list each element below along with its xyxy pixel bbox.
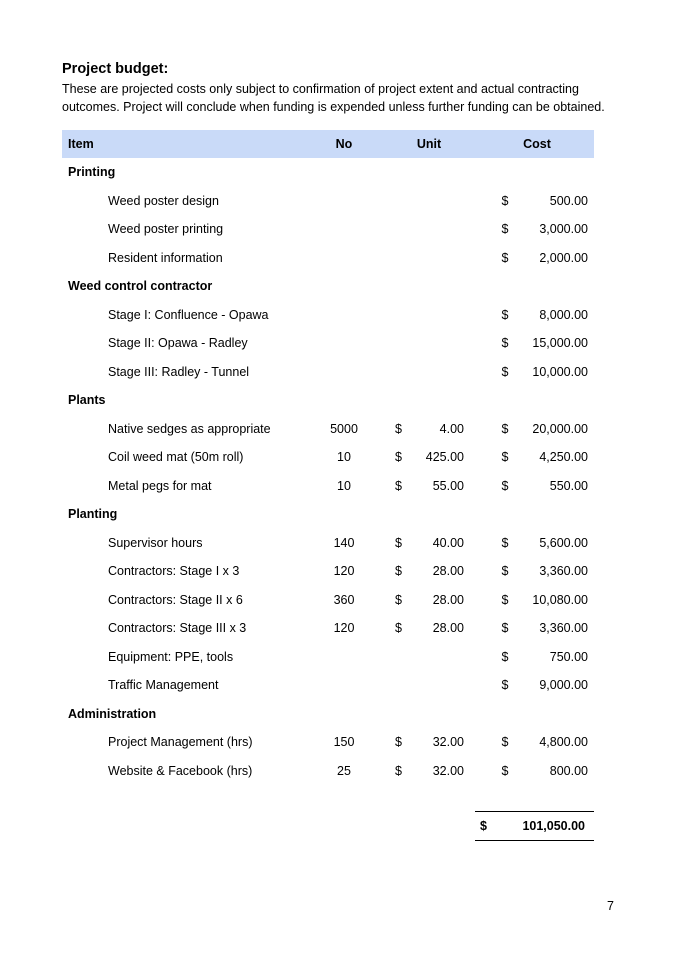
unit-price-cell: 28.00 bbox=[432, 621, 464, 635]
cost-cell: 500.00 bbox=[549, 193, 588, 208]
table-row bbox=[62, 415, 594, 443]
cost-cell: 10,000.00 bbox=[532, 364, 588, 379]
category-label: Printing bbox=[68, 165, 116, 179]
item-label: Stage II: Opawa - Radley bbox=[108, 336, 248, 350]
category-row bbox=[62, 386, 594, 414]
cost-dollar-sign: $ bbox=[501, 336, 509, 350]
table-row bbox=[62, 557, 594, 585]
cost-cell: 15,000.00 bbox=[532, 336, 588, 350]
cost-cell: 4,800.00 bbox=[539, 735, 588, 749]
item-label: Project Management (hrs) bbox=[108, 735, 253, 749]
cost-cell: 3,360.00 bbox=[539, 621, 588, 635]
cost-dollar-sign: $ bbox=[501, 763, 509, 778]
table-row bbox=[62, 728, 594, 756]
quantity-cell: 360 bbox=[333, 592, 355, 607]
cost-dollar-sign: $ bbox=[501, 649, 509, 664]
quantity-cell: 25 bbox=[337, 763, 351, 778]
section-title: Project budget: bbox=[62, 61, 169, 77]
cost-dollar-sign: $ bbox=[501, 564, 509, 578]
quantity-cell: 120 bbox=[333, 564, 355, 578]
unit-dollar-sign: $ bbox=[395, 621, 402, 635]
table-row bbox=[62, 586, 594, 614]
total-dollar-sign: $ bbox=[480, 819, 487, 833]
cost-cell: 8,000.00 bbox=[539, 307, 588, 322]
header-item: Item bbox=[68, 137, 94, 151]
table-row bbox=[62, 187, 594, 215]
quantity-cell: 120 bbox=[333, 621, 355, 635]
item-label: Resident information bbox=[108, 250, 223, 265]
total-value: 101,050.00 bbox=[522, 819, 585, 833]
item-label: Supervisor hours bbox=[108, 535, 203, 550]
quantity-cell: 150 bbox=[333, 735, 355, 749]
cost-cell: 3,000.00 bbox=[539, 222, 588, 236]
unit-price-cell: 32.00 bbox=[432, 735, 464, 749]
cost-cell: 3,360.00 bbox=[539, 564, 588, 578]
unit-price-cell: 425.00 bbox=[425, 450, 464, 464]
item-label: Contractors: Stage II x 6 bbox=[108, 592, 243, 607]
cost-cell: 5,600.00 bbox=[539, 535, 588, 550]
cost-dollar-sign: $ bbox=[501, 535, 509, 550]
header-unit: Unit bbox=[416, 137, 442, 151]
item-label: Stage III: Radley - Tunnel bbox=[108, 364, 250, 379]
table-row bbox=[62, 443, 594, 471]
unit-price-cell: 28.00 bbox=[432, 564, 464, 578]
cost-dollar-sign: $ bbox=[501, 450, 509, 464]
category-row bbox=[62, 500, 594, 528]
cost-dollar-sign: $ bbox=[501, 478, 509, 493]
table-row bbox=[62, 215, 594, 243]
unit-dollar-sign: $ bbox=[395, 592, 402, 607]
category-row bbox=[62, 700, 594, 728]
cost-cell: 2,000.00 bbox=[539, 250, 588, 265]
unit-price-cell: 55.00 bbox=[432, 478, 464, 493]
cost-dollar-sign: $ bbox=[501, 735, 509, 749]
table-row bbox=[62, 529, 594, 557]
cost-cell: 4,250.00 bbox=[539, 450, 588, 464]
quantity-cell: 140 bbox=[333, 535, 355, 550]
header-no: No bbox=[335, 137, 353, 151]
table-row bbox=[62, 329, 594, 357]
cost-cell: 800.00 bbox=[549, 763, 588, 778]
unit-dollar-sign: $ bbox=[395, 421, 402, 436]
unit-dollar-sign: $ bbox=[395, 535, 402, 550]
item-label: Stage I: Confluence - Opawa bbox=[108, 307, 269, 322]
table-row bbox=[62, 614, 594, 642]
quantity-cell: 10 bbox=[337, 478, 351, 493]
category-label: Planting bbox=[68, 507, 118, 521]
item-label: Traffic Management bbox=[108, 678, 219, 692]
item-label: Native sedges as appropriate bbox=[108, 421, 271, 436]
item-label: Equipment: PPE, tools bbox=[108, 649, 234, 664]
category-label: Plants bbox=[68, 393, 106, 407]
item-label: Website & Facebook (hrs) bbox=[108, 763, 253, 778]
category-row bbox=[62, 158, 594, 186]
unit-price-cell: 32.00 bbox=[432, 763, 464, 778]
page-number: 7 bbox=[607, 899, 614, 913]
cost-cell: 550.00 bbox=[549, 478, 588, 493]
table-row bbox=[62, 301, 594, 329]
cost-dollar-sign: $ bbox=[501, 222, 509, 236]
item-label: Coil weed mat (50m roll) bbox=[108, 450, 244, 464]
item-label: Contractors: Stage III x 3 bbox=[108, 621, 247, 635]
item-label: Metal pegs for mat bbox=[108, 478, 212, 493]
unit-dollar-sign: $ bbox=[395, 763, 402, 778]
unit-dollar-sign: $ bbox=[395, 735, 402, 749]
table-header bbox=[62, 130, 594, 158]
cost-dollar-sign: $ bbox=[501, 193, 509, 208]
table-row bbox=[62, 244, 594, 272]
cost-cell: 750.00 bbox=[549, 649, 588, 664]
unit-price-cell: 4.00 bbox=[439, 421, 464, 436]
cost-dollar-sign: $ bbox=[501, 250, 509, 265]
unit-dollar-sign: $ bbox=[395, 478, 402, 493]
cost-dollar-sign: $ bbox=[501, 307, 509, 322]
unit-dollar-sign: $ bbox=[395, 450, 402, 464]
item-label: Weed poster design bbox=[108, 193, 219, 208]
quantity-cell: 5000 bbox=[330, 421, 358, 436]
section-description: These are projected costs only subject to confirmation of project extent and actual contracting outcomes. Project will conclude when funding is expended unless further funding can be obtained. bbox=[62, 82, 605, 114]
category-row bbox=[62, 272, 594, 300]
quantity-cell: 10 bbox=[337, 450, 351, 464]
total-row bbox=[475, 811, 594, 841]
cost-dollar-sign: $ bbox=[501, 678, 509, 692]
item-label: Weed poster printing bbox=[108, 222, 224, 236]
table-row bbox=[62, 358, 594, 386]
table-row bbox=[62, 472, 594, 500]
table-row bbox=[62, 671, 594, 699]
table-row bbox=[62, 757, 594, 785]
cost-dollar-sign: $ bbox=[501, 421, 509, 436]
cost-dollar-sign: $ bbox=[501, 592, 509, 607]
cost-cell: 9,000.00 bbox=[539, 678, 588, 692]
cost-dollar-sign: $ bbox=[501, 364, 509, 379]
category-label: Administration bbox=[68, 706, 157, 721]
item-label: Contractors: Stage I x 3 bbox=[108, 564, 240, 578]
header-cost: Cost bbox=[523, 137, 551, 151]
unit-dollar-sign: $ bbox=[395, 564, 402, 578]
category-label: Weed control contractor bbox=[68, 279, 213, 293]
cost-cell: 10,080.00 bbox=[532, 592, 588, 607]
cost-dollar-sign: $ bbox=[501, 621, 509, 635]
unit-price-cell: 28.00 bbox=[432, 592, 464, 607]
cost-cell: 20,000.00 bbox=[532, 421, 588, 436]
unit-price-cell: 40.00 bbox=[432, 535, 464, 550]
table-row bbox=[62, 643, 594, 671]
